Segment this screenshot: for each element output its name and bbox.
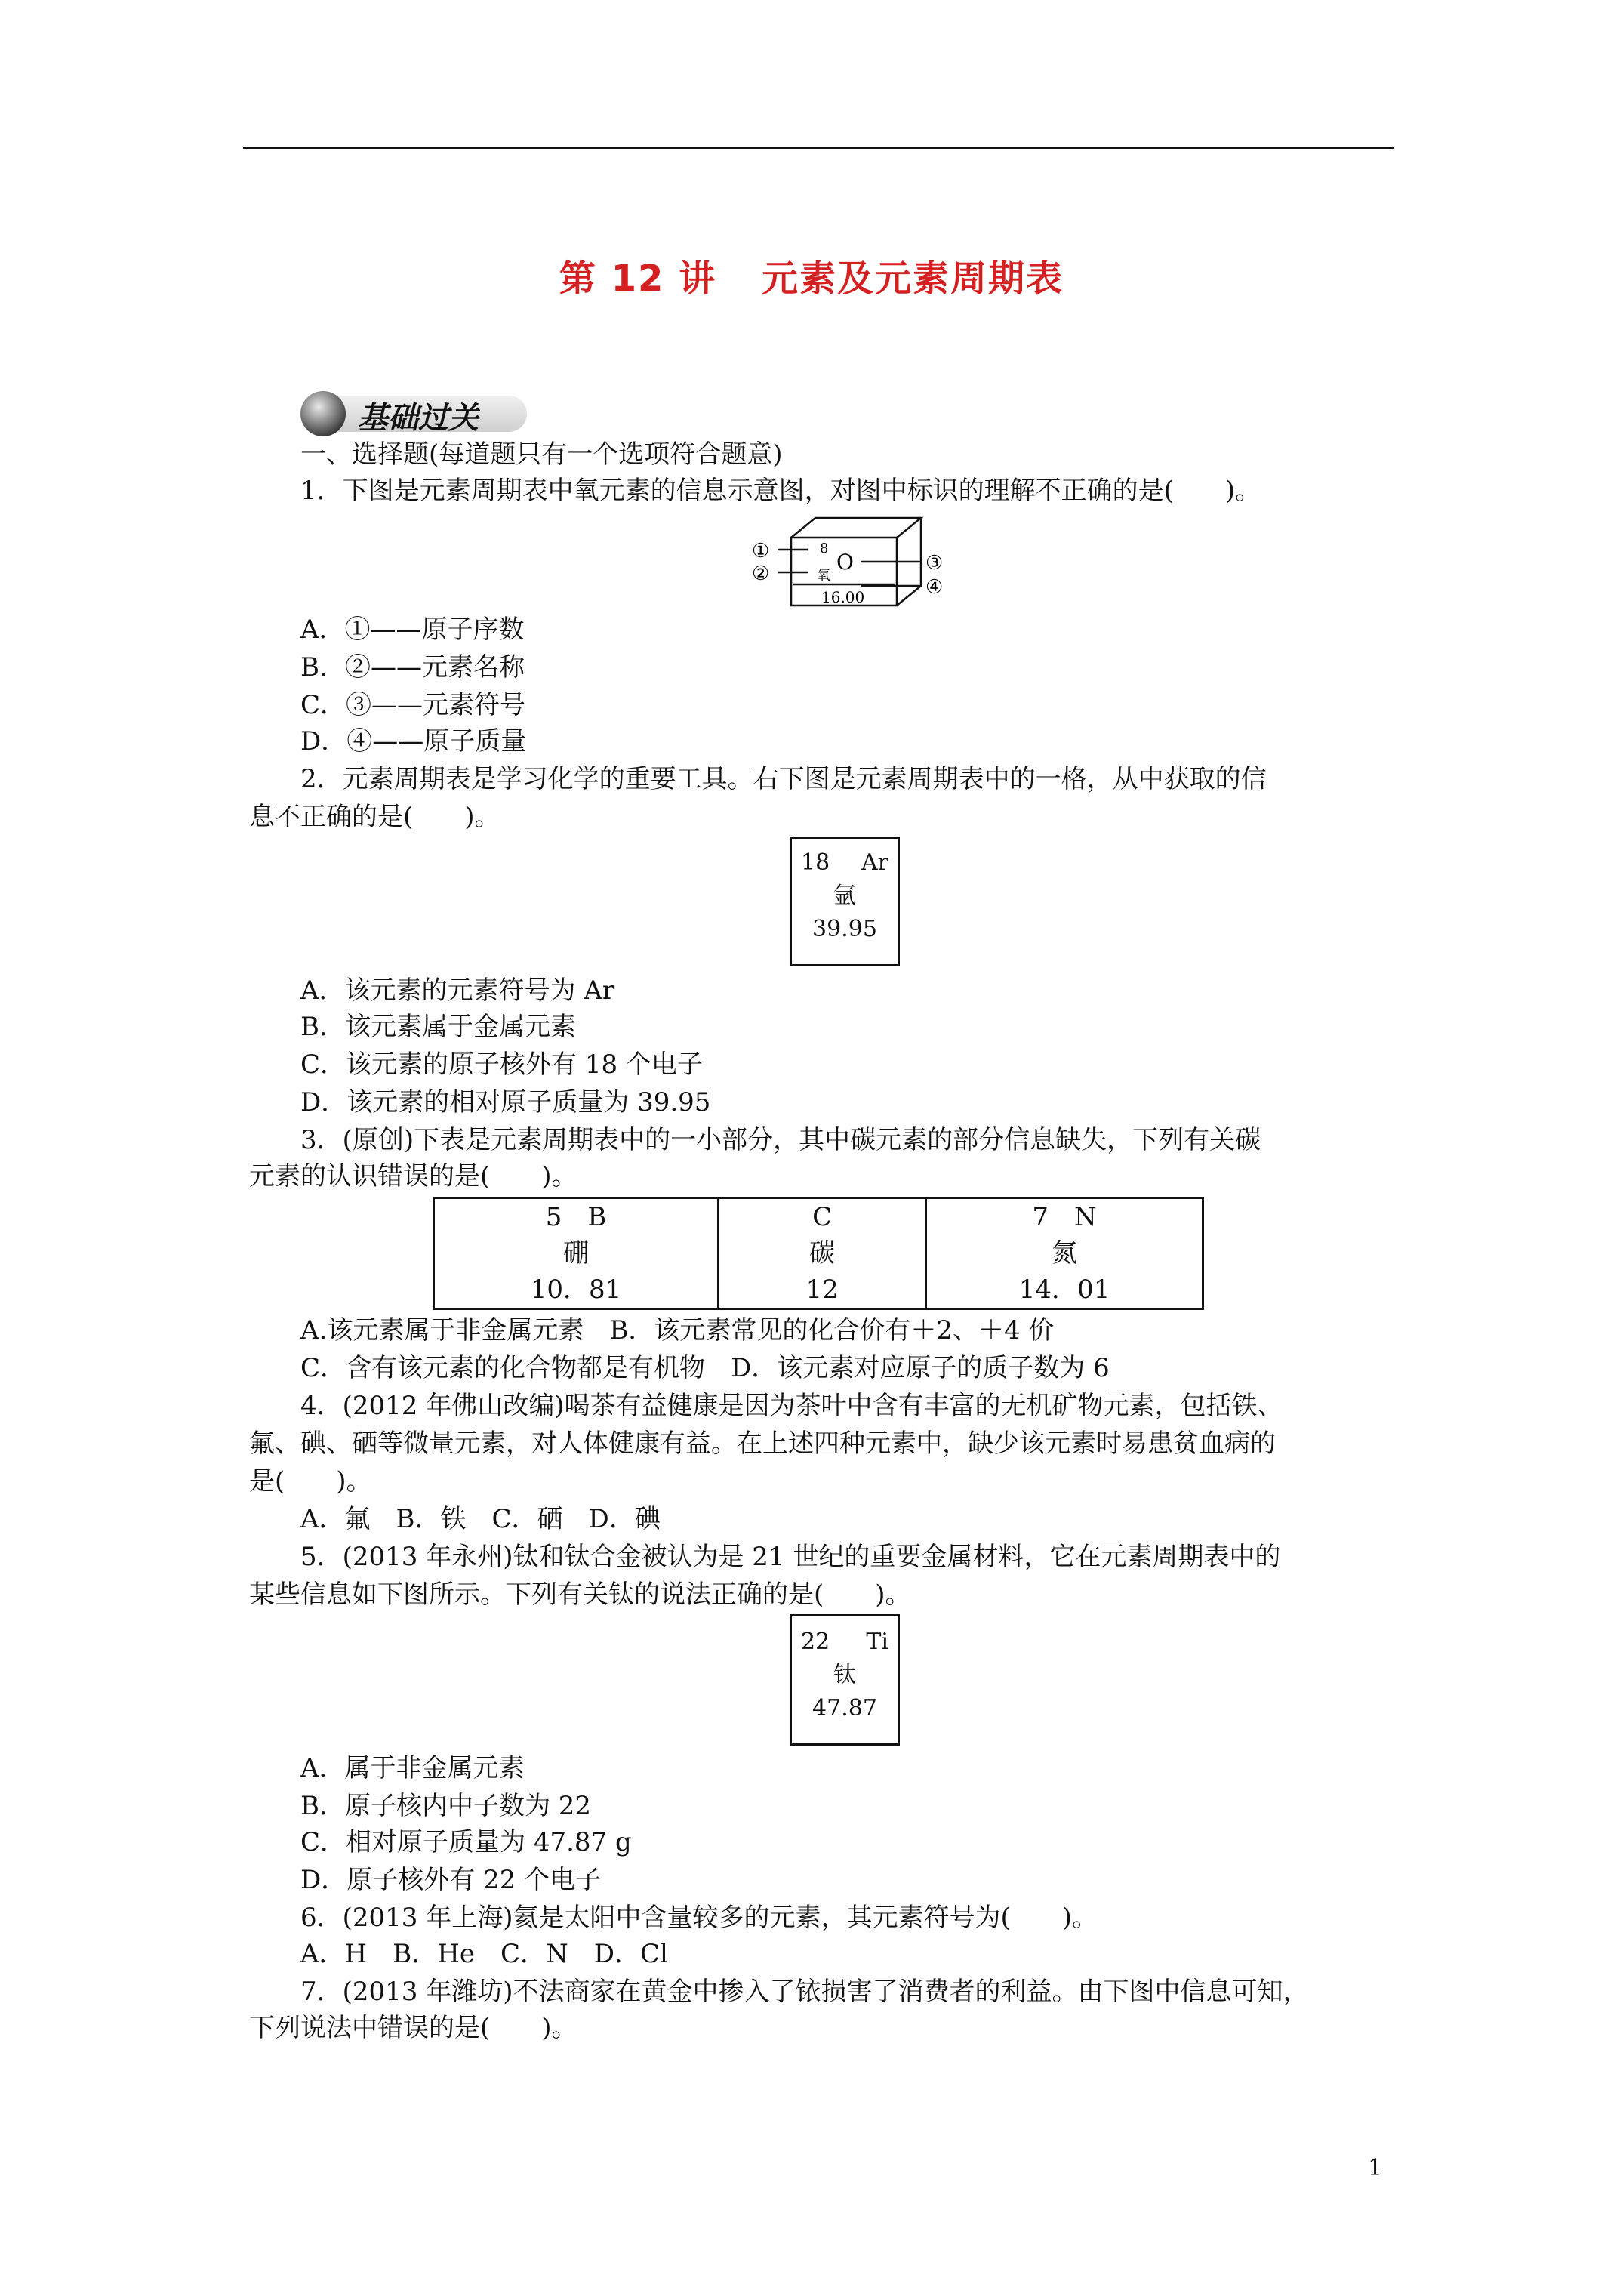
header-rule (243, 147, 1394, 149)
q5-cell-symbol: Ti (866, 1629, 888, 1655)
figure-atomic-number: 8 (820, 541, 829, 556)
q3-cell-carbon (719, 1198, 926, 1309)
q3-cell-mass: 14．01 (1018, 1274, 1110, 1305)
q2-option-d: D．该元素的相对原子质量为 39.95 (300, 1087, 711, 1117)
q5-option-d: D．原子核外有 22 个电子 (300, 1865, 602, 1895)
q1-oxygen-cube-figure (747, 513, 951, 612)
q1-stem: 1．下图是元素周期表中氧元素的信息示意图，对图中标识的理解不正确的是( )。 (300, 476, 1261, 506)
q1-option-d: D．④——原子质量 (300, 726, 527, 757)
q4-stem-line1: 4．(2012 年佛山改编)喝茶有益健康是因为茶叶中含有丰富的无机矿物元素，包括铁、 (300, 1391, 1283, 1421)
page-title (0, 249, 1623, 301)
title-lecture: 第 12 讲 (559, 257, 717, 300)
q7-stem-line2: 下列说法中错误的是( )。 (249, 2013, 577, 2043)
q1-option-c: C．③——元素符号 (300, 690, 526, 720)
q2-option-a: A．该元素的元素符号为 Ar (300, 975, 615, 1006)
q3-cell-mass: 12 (805, 1274, 839, 1305)
q2-cell-symbol: Ar (861, 849, 888, 876)
q3-cell-nitrogen (926, 1198, 1203, 1309)
q3-cell-mass: 10．81 (530, 1274, 622, 1305)
figure-marker-2: ② (752, 562, 770, 585)
q2-cell-number: 18 (801, 849, 830, 876)
q5-option-b: B．原子核内中子数为 22 (300, 1791, 592, 1821)
q1-option-b: B．②——元素名称 (300, 652, 525, 683)
q2-argon-cell (790, 837, 900, 966)
q4-stem-line3: 是( )。 (249, 1466, 372, 1496)
section-label-text: 基础过关 (358, 401, 479, 436)
q6-stem: 6．(2013 年上海)氦是太阳中含量较多的元素，其元素符号为( )。 (300, 1903, 1098, 1933)
q5-titanium-cell (790, 1614, 900, 1746)
q5-stem-line2: 某些信息如下图所示。下列有关钛的说法正确的是( )。 (249, 1579, 911, 1610)
q5-option-a: A．属于非金属元素 (300, 1753, 525, 1783)
q1-option-a: A．①——原子序数 (300, 615, 525, 645)
figure-marker-4: ④ (925, 576, 944, 599)
q6-options: A．H B．He C．N D．Cl (300, 1939, 668, 1969)
q3-stem-line1: 3．(原创)下表是元素周期表中的一小部分，其中碳元素的部分信息缺失，下列有关碳 (300, 1125, 1261, 1155)
subsection-heading: 一、选择题(每道题只有一个选项符合题意) (300, 439, 783, 470)
q3-periodic-table-fragment (433, 1197, 1204, 1310)
q5-cell-mass: 47.87 (812, 1695, 877, 1721)
figure-marker-1: ① (752, 540, 770, 562)
figure-name: 氧 (817, 568, 830, 584)
q5-cell-name: 钛 (833, 1662, 856, 1688)
page-number: 1 (1368, 2155, 1383, 2181)
figure-mass: 16.00 (821, 588, 865, 606)
q3-options-line2: C．含有该元素的化合物都是有机物 D．该元素对应原子的质子数为 6 (300, 1353, 1110, 1383)
q3-cell-name: 碳 (809, 1238, 836, 1268)
q7-stem-line1: 7．(2013 年潍坊)不法商家在黄金中掺入了铱损害了消费者的利益。由下图中信息可知， (300, 1977, 1309, 2007)
q4-options: A．氟 B．铁 C．硒 D．碘 (300, 1504, 661, 1534)
q4-stem-line2: 氟、碘、硒等微量元素，对人体健康有益。在上述四种元素中，缺少该元素时易患贫血病的 (249, 1428, 1276, 1459)
title-topic: 元素及元素周期表 (762, 257, 1064, 300)
q2-cell-mass: 39.95 (812, 916, 877, 942)
q3-cell-boron (434, 1198, 719, 1309)
q3-cell-name: 硼 (563, 1238, 589, 1268)
q2-stem-line2: 息不正确的是( )。 (249, 802, 500, 832)
q3-stem-line2: 元素的认识错误的是( )。 (249, 1161, 577, 1191)
q5-stem-line1: 5．(2013 年永州)钛和钛合金被认为是 21 世纪的重要金属材料，它在元素周期表中的 (300, 1542, 1281, 1572)
q3-options-line1: A.该元素属于非金属元素 B．该元素常见的化合价有＋2、＋4 价 (300, 1315, 1055, 1345)
q3-cell-name: 氮 (1052, 1238, 1078, 1268)
q2-cell-name: 氩 (833, 883, 856, 909)
figure-marker-3: ③ (925, 552, 944, 575)
q2-option-b: B．该元素属于金属元素 (300, 1012, 576, 1042)
q2-option-c: C．该元素的原子核外有 18 个电子 (300, 1049, 703, 1080)
q3-cell-top: 5 B (545, 1202, 607, 1232)
q5-option-c: C．相对原子质量为 47.87 g (300, 1827, 632, 1857)
q2-stem-line1: 2．元素周期表是学习化学的重要工具。右下图是元素周期表中的一格，从中获取的信 (300, 764, 1267, 794)
q3-cell-top: 7 N (1032, 1202, 1097, 1232)
q5-cell-number: 22 (801, 1629, 830, 1655)
section-bullet-icon (300, 391, 346, 436)
q3-cell-top: C (812, 1202, 833, 1232)
figure-symbol: O (836, 550, 854, 575)
